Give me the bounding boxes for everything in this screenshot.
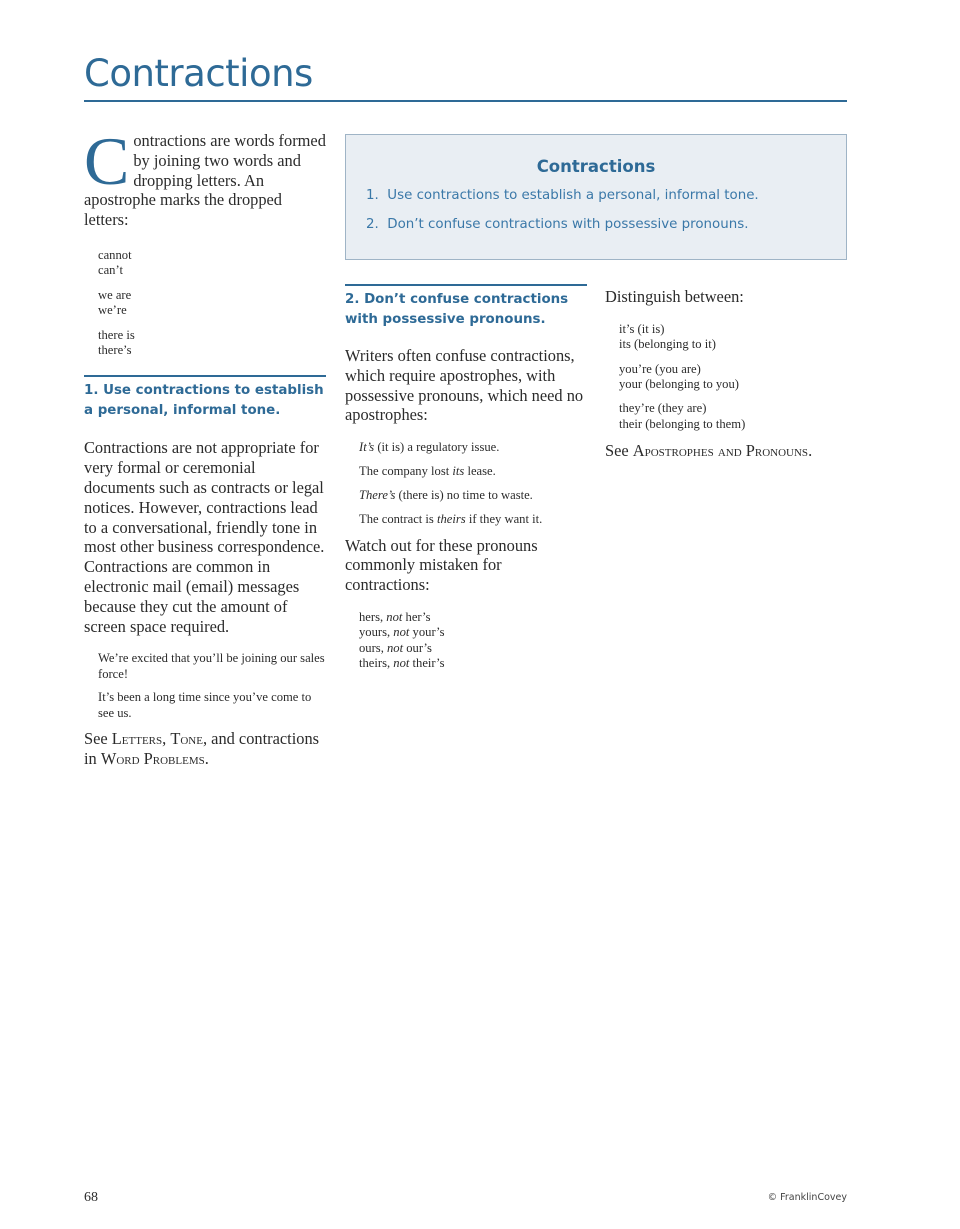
title-rule bbox=[84, 100, 847, 102]
pronoun-wrong: your’s bbox=[412, 625, 445, 640]
distinguish-pair bbox=[619, 322, 847, 353]
example-contraction: can’t bbox=[98, 263, 123, 278]
section-1-body: Contractions are not appropriate for very formal or ceremonial documents such as contracts or legal notices. However, contractions lead to a conversational, friendly tone in most other business correspondence. Contractions are common in electronic mail (email) messages because they cut the amount of screen space required. bbox=[84, 438, 325, 636]
distinguish-possessive: your (belonging to you) bbox=[619, 377, 739, 392]
example-emphasis: There’s bbox=[359, 488, 396, 503]
example-rest: lease. bbox=[464, 464, 496, 479]
intro-examples bbox=[98, 248, 326, 358]
example-pre: The company lost bbox=[359, 464, 453, 479]
copyright-notice: © FranklinCovey bbox=[767, 1192, 847, 1203]
see-prefix: See bbox=[84, 729, 108, 749]
section-1-heading: 1. Use contractions to establish a personal, informal tone. bbox=[84, 375, 326, 421]
example-rest: (there is) no time to waste. bbox=[395, 488, 533, 503]
pronoun-pair bbox=[359, 625, 587, 640]
drop-cap: C bbox=[84, 123, 130, 199]
pronoun-pair bbox=[359, 641, 587, 656]
pronoun-pair bbox=[359, 656, 587, 671]
summary-item-number: 1. bbox=[366, 188, 379, 203]
page-number: 68 bbox=[84, 1190, 98, 1205]
intro-paragraph bbox=[84, 123, 326, 230]
see-suffix: . bbox=[808, 441, 813, 461]
example-sentence bbox=[359, 464, 587, 479]
column-2 bbox=[345, 284, 587, 672]
see-separator: , bbox=[162, 729, 167, 749]
example-rest: if they want it. bbox=[465, 512, 543, 527]
summary-item-number: 2. bbox=[366, 217, 379, 232]
example-emphasis: theirs bbox=[436, 512, 466, 527]
example-pair bbox=[98, 288, 326, 319]
distinguish-possessive: its (belonging to it) bbox=[619, 337, 716, 352]
example-rest: (it is) a regulatory issue. bbox=[374, 440, 500, 455]
pronoun-wrong: our’s bbox=[406, 640, 432, 655]
example-long-form: there is bbox=[98, 327, 135, 342]
pronoun-correct: yours, bbox=[359, 625, 391, 640]
section-2-watch: Watch out for these pronouns commonly mistaken for contractions: bbox=[345, 535, 538, 595]
example-long-form: cannot bbox=[98, 247, 132, 262]
example-sentence bbox=[359, 488, 587, 503]
distinguish-pair bbox=[619, 401, 847, 432]
distinguish-possessive: their (belonging to them) bbox=[619, 416, 746, 431]
summary-box bbox=[345, 134, 847, 260]
see-suffix: . bbox=[204, 748, 209, 768]
example-pair bbox=[98, 328, 326, 359]
see-reference: Apostrophes bbox=[632, 441, 714, 461]
page-title: Contractions bbox=[84, 52, 313, 95]
summary-box-title: Contractions bbox=[536, 157, 656, 176]
example-emphasis: its bbox=[452, 464, 465, 479]
pronoun-wrong: her’s bbox=[405, 609, 431, 624]
section-1-see-also bbox=[84, 729, 326, 769]
example-pre: The contract is bbox=[359, 512, 437, 527]
column-1 bbox=[84, 123, 326, 769]
example-emphasis: It’s bbox=[359, 440, 375, 455]
example-contraction: we’re bbox=[98, 303, 127, 318]
summary-item bbox=[366, 217, 748, 232]
example-long-form: we are bbox=[98, 287, 132, 302]
section-2-examples bbox=[345, 440, 587, 527]
distinguish-contraction: they’re (they are) bbox=[619, 401, 707, 416]
intro-text: ontractions are words formed by joining two words and dropping letters. An apostrophe marks the dropped letters: bbox=[84, 131, 326, 230]
section-1-examples bbox=[84, 651, 326, 721]
example-pair bbox=[98, 248, 326, 279]
pronoun-not: not bbox=[393, 656, 410, 671]
pronoun-correct: ours, bbox=[359, 640, 384, 655]
distinguish-pair bbox=[619, 362, 847, 393]
see-middle: , and contractions in bbox=[84, 729, 320, 768]
pronoun-not: not bbox=[386, 609, 403, 624]
summary-item-text: Use contractions to establish a personal, informal tone. bbox=[387, 188, 759, 203]
pronoun-correct: theirs, bbox=[359, 656, 391, 671]
see-reference: Letters bbox=[111, 729, 163, 749]
pronoun-not: not bbox=[393, 625, 410, 640]
pronoun-list bbox=[345, 610, 587, 672]
see-reference: Word Problems bbox=[100, 748, 205, 768]
summary-item bbox=[366, 188, 759, 203]
example-sentence: It’s been a long time since you’ve come to see us. bbox=[98, 690, 312, 720]
distinguish-pairs bbox=[619, 322, 847, 432]
see-reference: Pronouns bbox=[745, 441, 809, 461]
distinguish-intro: Distinguish between: bbox=[605, 287, 744, 306]
see-reference: Tone bbox=[170, 729, 203, 749]
summary-item-text: Don’t confuse contractions with possessive pronouns. bbox=[387, 217, 749, 232]
see-prefix: See bbox=[605, 441, 629, 461]
pronoun-not: not bbox=[387, 640, 404, 655]
example-contraction: there’s bbox=[98, 343, 132, 358]
pronoun-wrong: their’s bbox=[412, 656, 445, 671]
section-3-see-also bbox=[605, 441, 847, 461]
distinguish-contraction: it’s (it is) bbox=[619, 321, 665, 336]
example-sentence: We’re excited that you’ll be joining our sales force! bbox=[98, 651, 325, 681]
see-and: and bbox=[717, 441, 742, 461]
example-sentence bbox=[359, 512, 587, 527]
pronoun-correct: hers, bbox=[359, 609, 384, 624]
section-2-body: Writers often confuse contractions, which require apostrophes, with possessive pronouns, which need no apostrophes: bbox=[345, 346, 584, 425]
pronoun-pair bbox=[359, 610, 587, 625]
section-2-heading: 2. Don’t confuse contractions with possessive pronouns. bbox=[345, 284, 587, 330]
distinguish-contraction: you’re (you are) bbox=[619, 361, 701, 376]
column-3 bbox=[605, 284, 847, 461]
example-sentence bbox=[359, 440, 587, 455]
